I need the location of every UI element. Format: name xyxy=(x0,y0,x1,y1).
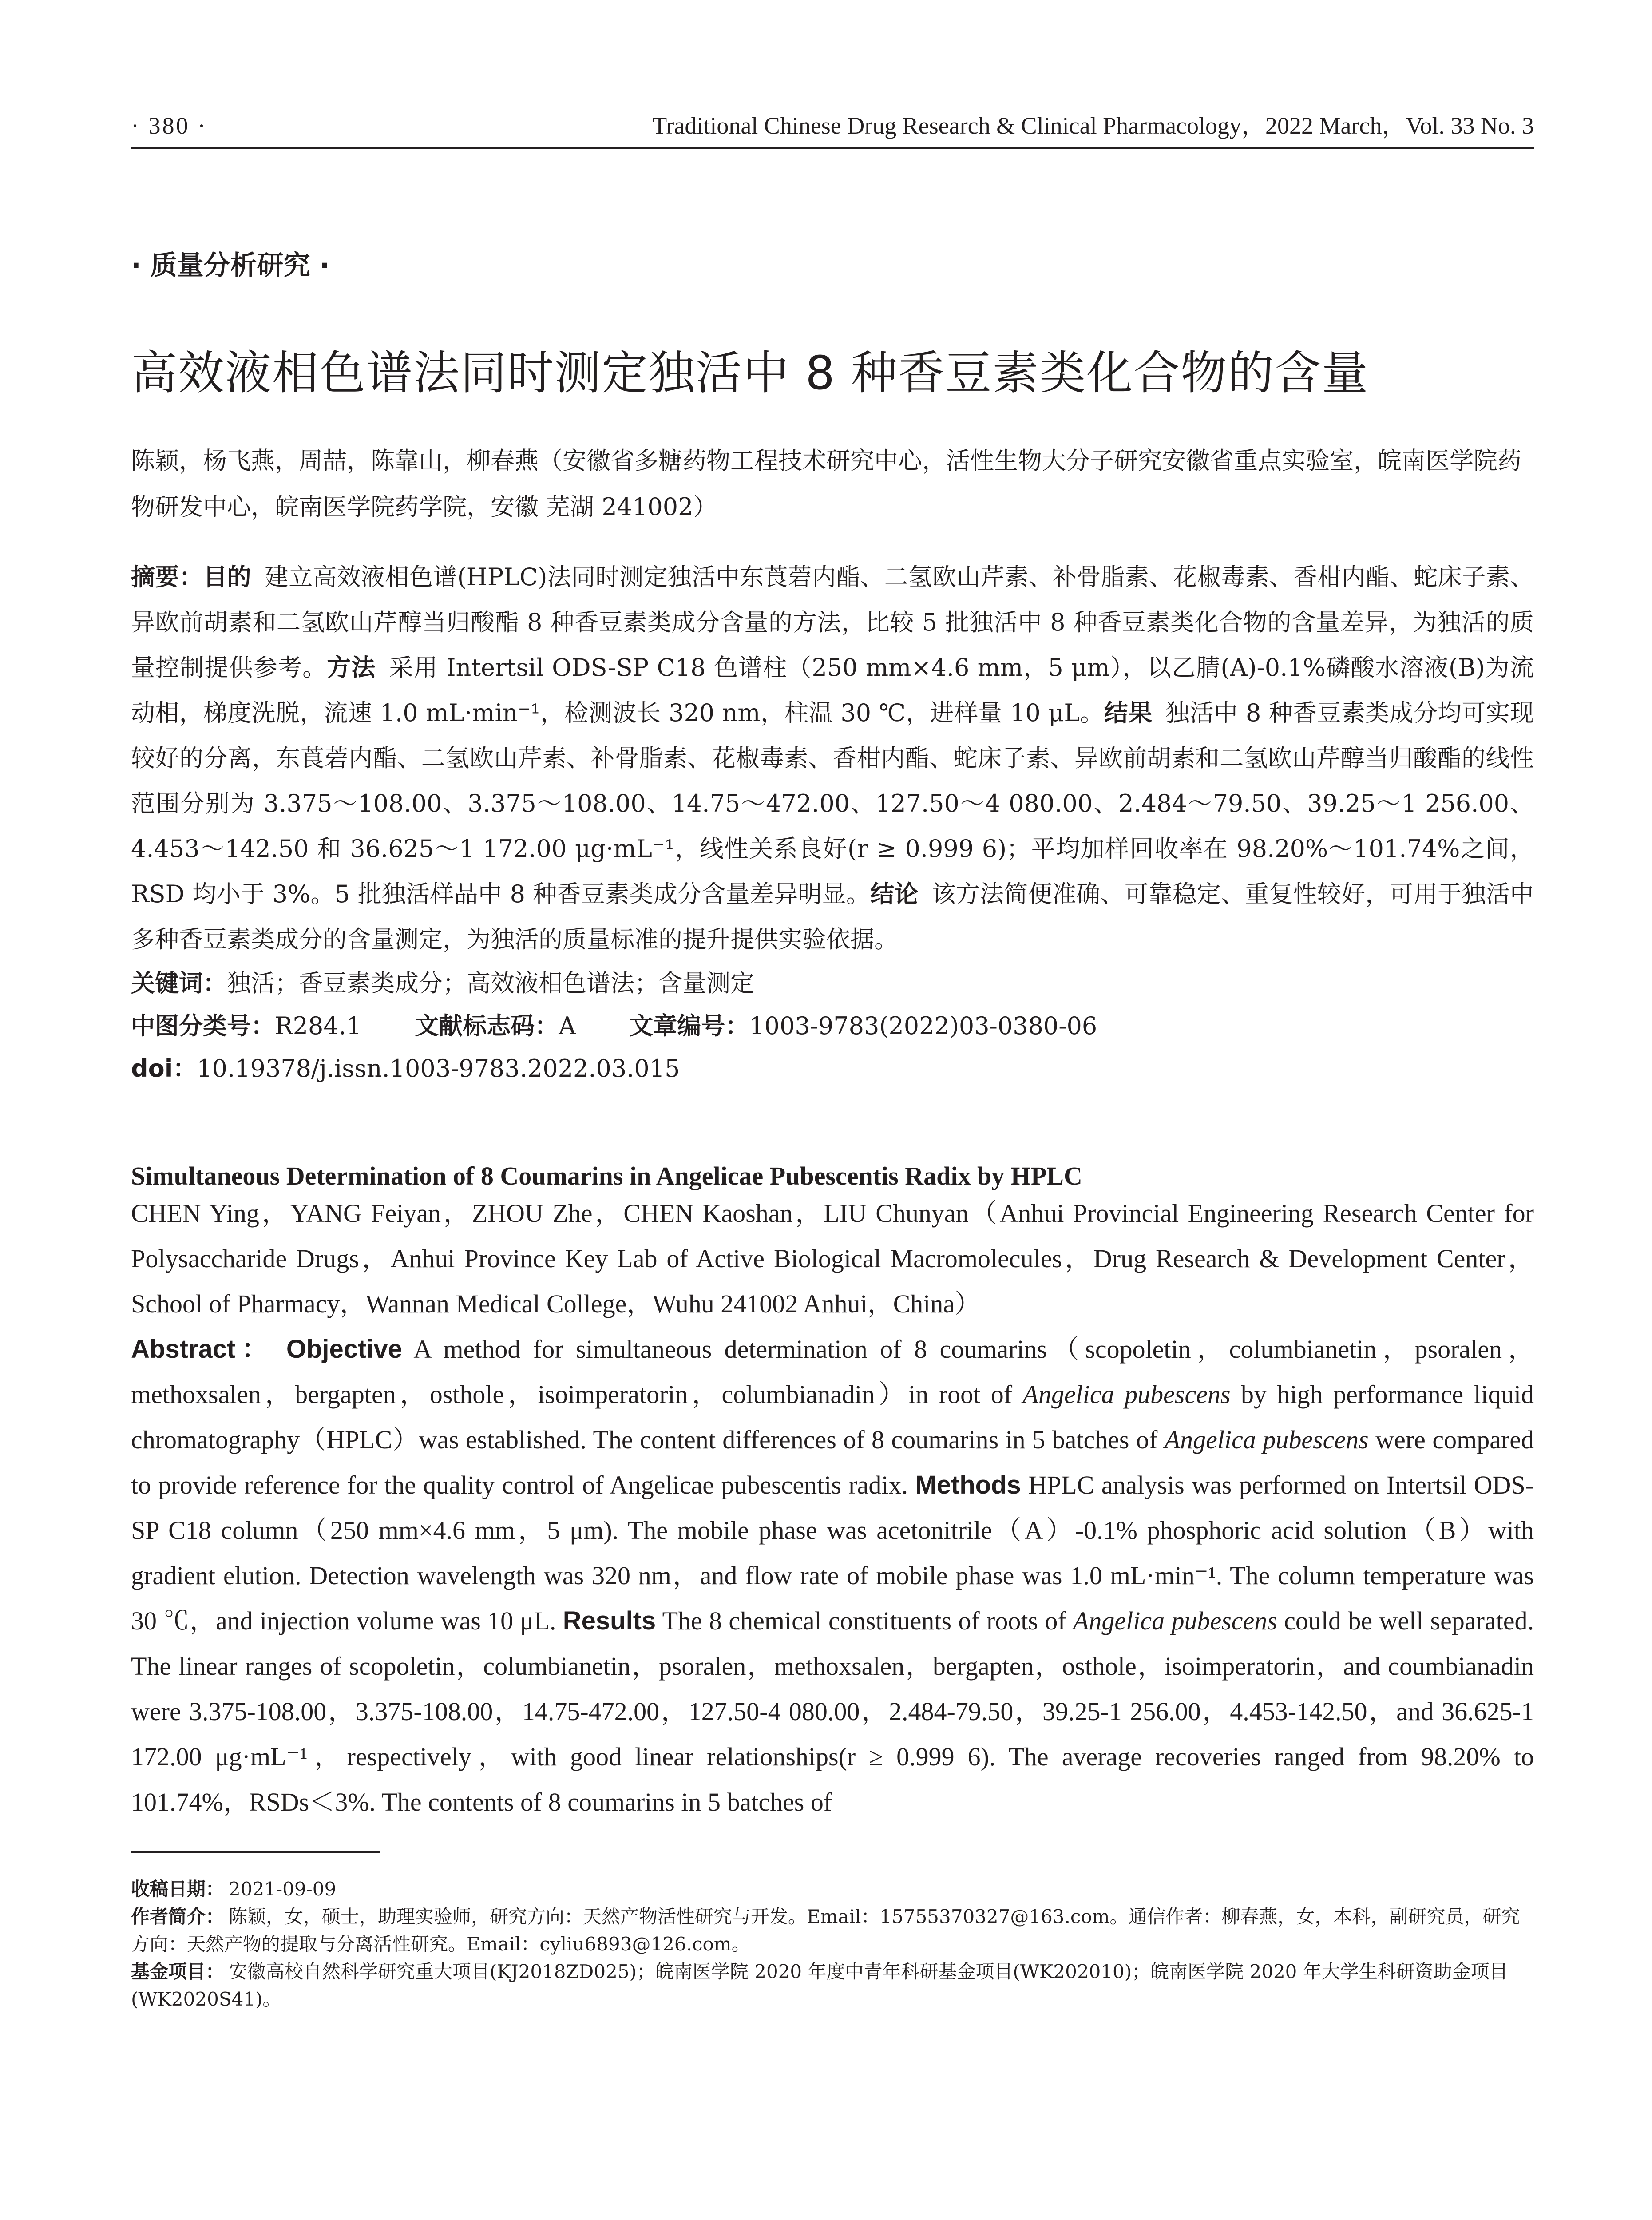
objective-en-text-2: by high performance liquid chromatography（HPLC）was established. The content differences of 8 coumarins in 5 batches of xyxy=(131,1380,1534,1454)
running-header xyxy=(131,107,1534,149)
results-en-label: Results xyxy=(563,1606,656,1635)
results-label: 结果 xyxy=(1104,699,1153,727)
received-date xyxy=(131,1875,1534,1903)
species-name: Angelica pubescens xyxy=(1073,1606,1277,1635)
results-en-text-2: could be well separated. The linear ranges of scopoletin，columbianetin，psoralen，methoxsalen，bergapten，osthole，isoimperatorin，and coumbianadin were 3.375-108.00，3.375-108.00，14.75-472.00，127.50-4 080.00，2.484-79.50，39.25-1 256.00，4.453-142.50，and 36.625-1 172.00 μg·mL⁻¹，respectively，with good linear relationships(r ≥ 0.999 6). The average recoveries ranged from 98.20% to 101.74%，RSDs＜3%. The contents of 8 coumarins in 5 batches of xyxy=(131,1606,1534,1816)
abstract-en xyxy=(131,1327,1534,1825)
keywords-text: 独活；香豆素类成分；高效液相色谱法；含量测定 xyxy=(227,969,754,997)
fund-info xyxy=(131,1958,1534,2013)
paper-page xyxy=(131,107,1534,2013)
authors-en: CHEN Ying，YANG Feiyan，ZHOU Zhe，CHEN Kaoshan，LIU Chunyan（Anhui Provincial Engineering Research Center for Polysaccharide Drugs，Anhui Province Key Lab of Active Biological Macromolecules，Drug Research & Development Center，School of Pharmacy，Wannan Medical College，Wuhu 241002 Anhui，China） xyxy=(131,1199,1534,1318)
methods-label: 方法 xyxy=(327,654,376,682)
classification-row xyxy=(131,1005,1534,1047)
abstract-cn xyxy=(131,555,1534,962)
species-name: Angelica pubescens xyxy=(1022,1380,1231,1409)
section-tag: · 质量分析研究 · xyxy=(131,250,330,281)
keywords-cn xyxy=(131,962,1534,1005)
objective-en-text-1: A method for simultaneous determination of 8 coumarins（scopoletin，columbianetin，psoralen，methoxsalen，bergapten，osthole，isoimperatorin，columbianadin）in root of xyxy=(131,1335,1534,1409)
received-label: 收稿日期： xyxy=(131,1878,225,1900)
footnote-rule xyxy=(131,1851,380,1853)
conclusion-text: 该方法简便准确、可靠稳定、重复性较好，可用于独活中多种香豆素类成分的含量测定，为独活的质量标准的提升提供实验依据。 xyxy=(131,880,1534,953)
fund-text: 安徽高校自然科学研究重大项目(KJ2018ZD025)；皖南医学院 2020 年度中青年科研基金项目(WK202010)；皖南医学院 2020 年大学生科研资助金项目(WK2020S41)。 xyxy=(131,1961,1508,2010)
results-text: 独活中 8 种香豆素类成分均可实现较好的分离，东莨菪内酯、二氢欧山芹素、补骨脂素、花椒毒素、香柑内酯、蛇床子素、异欧前胡素和二氢欧山芹醇当归酸酯的线性范围分别为 3.375～108.00、3.375～108.00、14.75～472.00、127.50～4 080.00、2.484～79.50、39.25～1 256.00、4.453～142.50 和 36.625～1 172.00 μg·mL⁻¹，线性关系良好(r ≥ 0.999 6)；平均加样回收率在 98.20%～101.74%之间，RSD 均小于 3%。5 批独活样品中 8 种香豆素类成分含量差异明显。 xyxy=(131,699,1534,908)
author-bio-label: 作者简介： xyxy=(131,1906,225,1927)
abstract-label: 摘要： xyxy=(131,563,203,591)
doi-link[interactable]: 10.19378/j.issn.1003-9783.2022.03.015 xyxy=(197,1054,680,1082)
objective-en-text-3: were compared to provide reference for the quality control of Angelicae pubescentis radix. xyxy=(131,1425,1534,1499)
footnotes xyxy=(131,1875,1534,2013)
objective-text: 建立高效液相色谱(HPLC)法同时测定独活中东莨菪内酯、二氢欧山芹素、补骨脂素、花椒毒素、香柑内酯、蛇床子素、异欧前胡素和二氢欧山芹醇当归酸酯 8 种香豆素类成分含量的方法，比较 5 批独活中 8 种香豆素类化合物的含量差异，为独活的质量控制提供参考。 xyxy=(131,563,1534,682)
doc-label: 文献标志码： xyxy=(415,1012,559,1040)
journal-info: Traditional Chinese Drug Research & Clinical Pharmacology，2022 March，Vol. 33 No. 3 xyxy=(652,112,1534,139)
article-number xyxy=(629,1005,1097,1047)
abstract-en-label: Abstract： xyxy=(131,1335,274,1364)
page-number: · 380 · xyxy=(131,112,207,139)
doc-code xyxy=(415,1005,576,1047)
objective-en-label: Objective xyxy=(286,1335,402,1364)
methods-text: 采用 Intertsil ODS-SP C18 色谱柱（250 mm×4.6 mm，5 μm），以乙腈(A)-0.1%磷酸水溶液(B)为流动相，梯度洗脱，流速 1.0 mL·min⁻¹，检测波长 320 nm，柱温 30 ℃，进样量 10 μL。 xyxy=(131,654,1534,727)
author-bio-text: 陈颖，女，硕士，助理实验师，研究方向：天然产物活性研究与开发。Email：15755370327@163.com。通信作者：柳春燕，女，本科，副研究员，研究方向：天然产物的提取与分离活性研究。Email：cyliu6893@126.com。 xyxy=(131,1906,1520,1955)
conclusion-label: 结论 xyxy=(870,880,919,908)
authors-cn: 陈颖，杨飞燕，周喆，陈靠山，柳春燕（安徽省多糖药物工程技术研究中心，活性生物大分子研究安徽省重点实验室，皖南医学院药物研发中心，皖南医学院药学院，安徽 芜湖 241002） xyxy=(131,447,1521,521)
article-label: 文章编号： xyxy=(629,1012,749,1040)
doi-label: doi： xyxy=(131,1054,197,1082)
objective-label: 目的 xyxy=(203,563,252,591)
doi-line xyxy=(131,1047,1534,1090)
article-value: 1003-9783(2022)03-0380-06 xyxy=(749,1012,1097,1040)
paper-title-en: Simultaneous Determination of 8 Coumarins in Angelicae Pubescentis Radix by HPLC xyxy=(131,1162,1082,1190)
received-value: 2021-09-09 xyxy=(229,1878,337,1900)
author-bio xyxy=(131,1903,1534,1958)
results-en-text-1: The 8 chemical constituents of roots of xyxy=(662,1606,1066,1635)
paper-title-cn: 高效液相色谱法同时测定独活中 8 种香豆素类化合物的含量 xyxy=(131,346,1369,400)
methods-en-text: HPLC analysis was performed on Intertsil ODS-SP C18 column（250 mm×4.6 mm，5 μm). The mobile phase was acetonitrile（A）-0.1% phosphoric acid solution（B）with gradient elution. Detection wavelength was 320 nm，and flow rate of mobile phase was 1.0 mL·min⁻¹. The column temperature was 30 ℃，and injection volume was 10 μL. xyxy=(131,1471,1534,1635)
fund-label: 基金项目： xyxy=(131,1961,225,1982)
clc-label: 中图分类号： xyxy=(131,1012,275,1040)
doc-value: A xyxy=(559,1012,576,1040)
methods-en-label: Methods xyxy=(915,1471,1021,1499)
species-name: Angelica pubescens xyxy=(1164,1425,1369,1454)
clc-code xyxy=(131,1005,361,1047)
clc-value: R284.1 xyxy=(275,1012,362,1040)
keywords-label: 关键词： xyxy=(131,969,227,997)
